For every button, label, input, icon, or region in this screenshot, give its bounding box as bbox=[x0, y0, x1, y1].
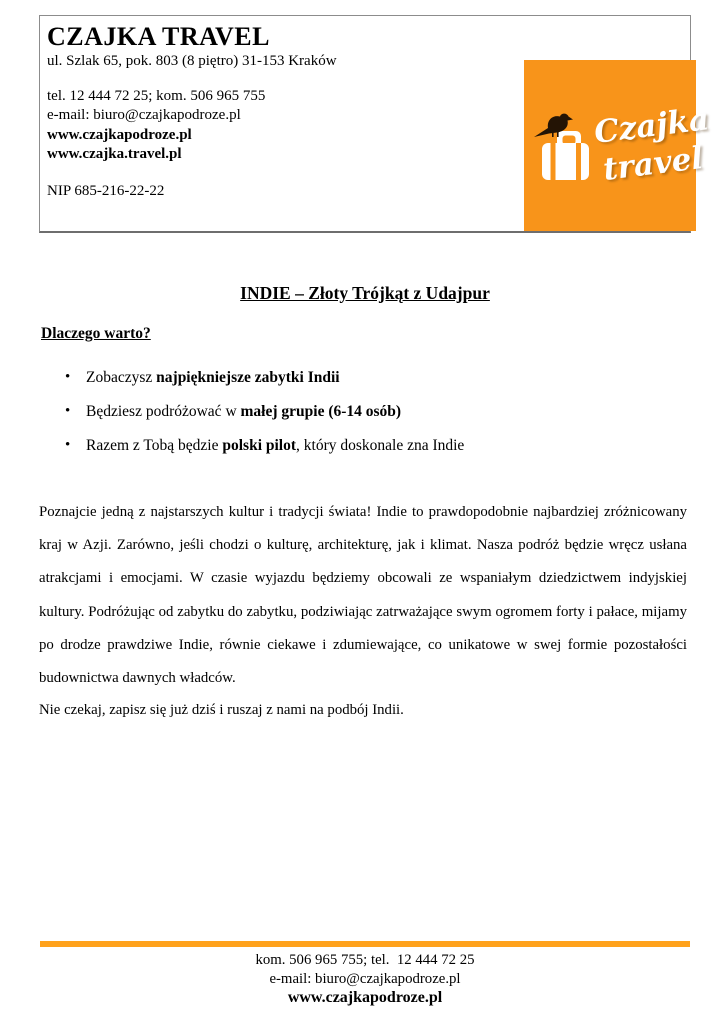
closing-line: Nie czekaj, zapisz się już dziś i ruszaj z nami na podbój Indii. bbox=[39, 702, 404, 718]
footer-email: e-mail: biuro@czajkapodroze.pl bbox=[269, 971, 461, 987]
bullet-text-prefix: Będziesz podróżować w bbox=[86, 403, 241, 420]
nip-line: NIP 685-216-22-22 bbox=[47, 182, 165, 199]
footer-divider bbox=[40, 941, 690, 947]
logo bbox=[524, 60, 711, 231]
bullet-text-bold: najpiękniejsze zabytki Indii bbox=[156, 369, 340, 386]
bullet-icon: • bbox=[65, 403, 71, 419]
bullet-item bbox=[41, 403, 681, 420]
bullet-list bbox=[41, 369, 681, 471]
main-paragraph: Poznajcie jedną z najstarszych kultur i tradycji świata! Indie to prawdopodobnie najbardziej zróżnicowany kraj w Azji. Zarówno, jeśli chodzi o kulturę, architekturę, jak i klimat. Nasza podróż będzie wręcz usłana atrakcjami i emocjami. W czasie wyjazdu będziemy obcowali ze wspaniałym dziedzictwem indyjskiej kultury. Podróżując od zabytku do zabytku, podziwiając zatrważające swym ogromem forty i pałace, mijamy po drodze prawdziwe Indie, równie ciekawe i zdumiewające, co unikatowe w swej formie pozostałości budownictwa dawnych władców. bbox=[39, 504, 687, 687]
bullet-item bbox=[41, 369, 681, 386]
bullet-icon: • bbox=[65, 369, 71, 385]
logo-wordmark-line2: travel bbox=[601, 140, 706, 188]
bullet-text-prefix: Zobaczysz bbox=[86, 369, 157, 386]
header-text bbox=[47, 21, 477, 201]
bullet-text-bold: małej grupie (6-14 osób) bbox=[240, 403, 402, 420]
bullet-item bbox=[41, 437, 681, 454]
header-box bbox=[39, 15, 711, 233]
bullet-icon: • bbox=[65, 437, 71, 453]
bullet-text-suffix: , który doskonale zna Indie bbox=[296, 437, 465, 454]
section-heading: Dlaczego warto? bbox=[41, 325, 151, 342]
logo-wordmark-line1: Czajka bbox=[592, 101, 711, 151]
address-line: ul. Szlak 65, pok. 803 (8 piętro) 31-153 Kraków bbox=[47, 53, 337, 69]
document-title: INDIE – Złoty Trójkąt z Udajpur bbox=[240, 283, 490, 303]
footer-phone: kom. 506 965 755; tel. 12 444 72 25 bbox=[255, 952, 475, 968]
bullet-text-bold: polski pilot bbox=[222, 437, 297, 454]
company-name: CZAJKA TRAVEL bbox=[47, 22, 270, 51]
bullet-text-prefix: Razem z Tobą będzie bbox=[86, 437, 223, 454]
website-line-1: www.czajkapodroze.pl bbox=[47, 126, 192, 143]
footer-website: www.czajkapodroze.pl bbox=[287, 989, 443, 1006]
email-line: e-mail: biuro@czajkapodroze.pl bbox=[47, 107, 241, 123]
suitcase-icon bbox=[542, 131, 589, 180]
website-line-2: www.czajka.travel.pl bbox=[47, 146, 182, 162]
phone-line: tel. 12 444 72 25; kom. 506 965 755 bbox=[47, 87, 266, 104]
